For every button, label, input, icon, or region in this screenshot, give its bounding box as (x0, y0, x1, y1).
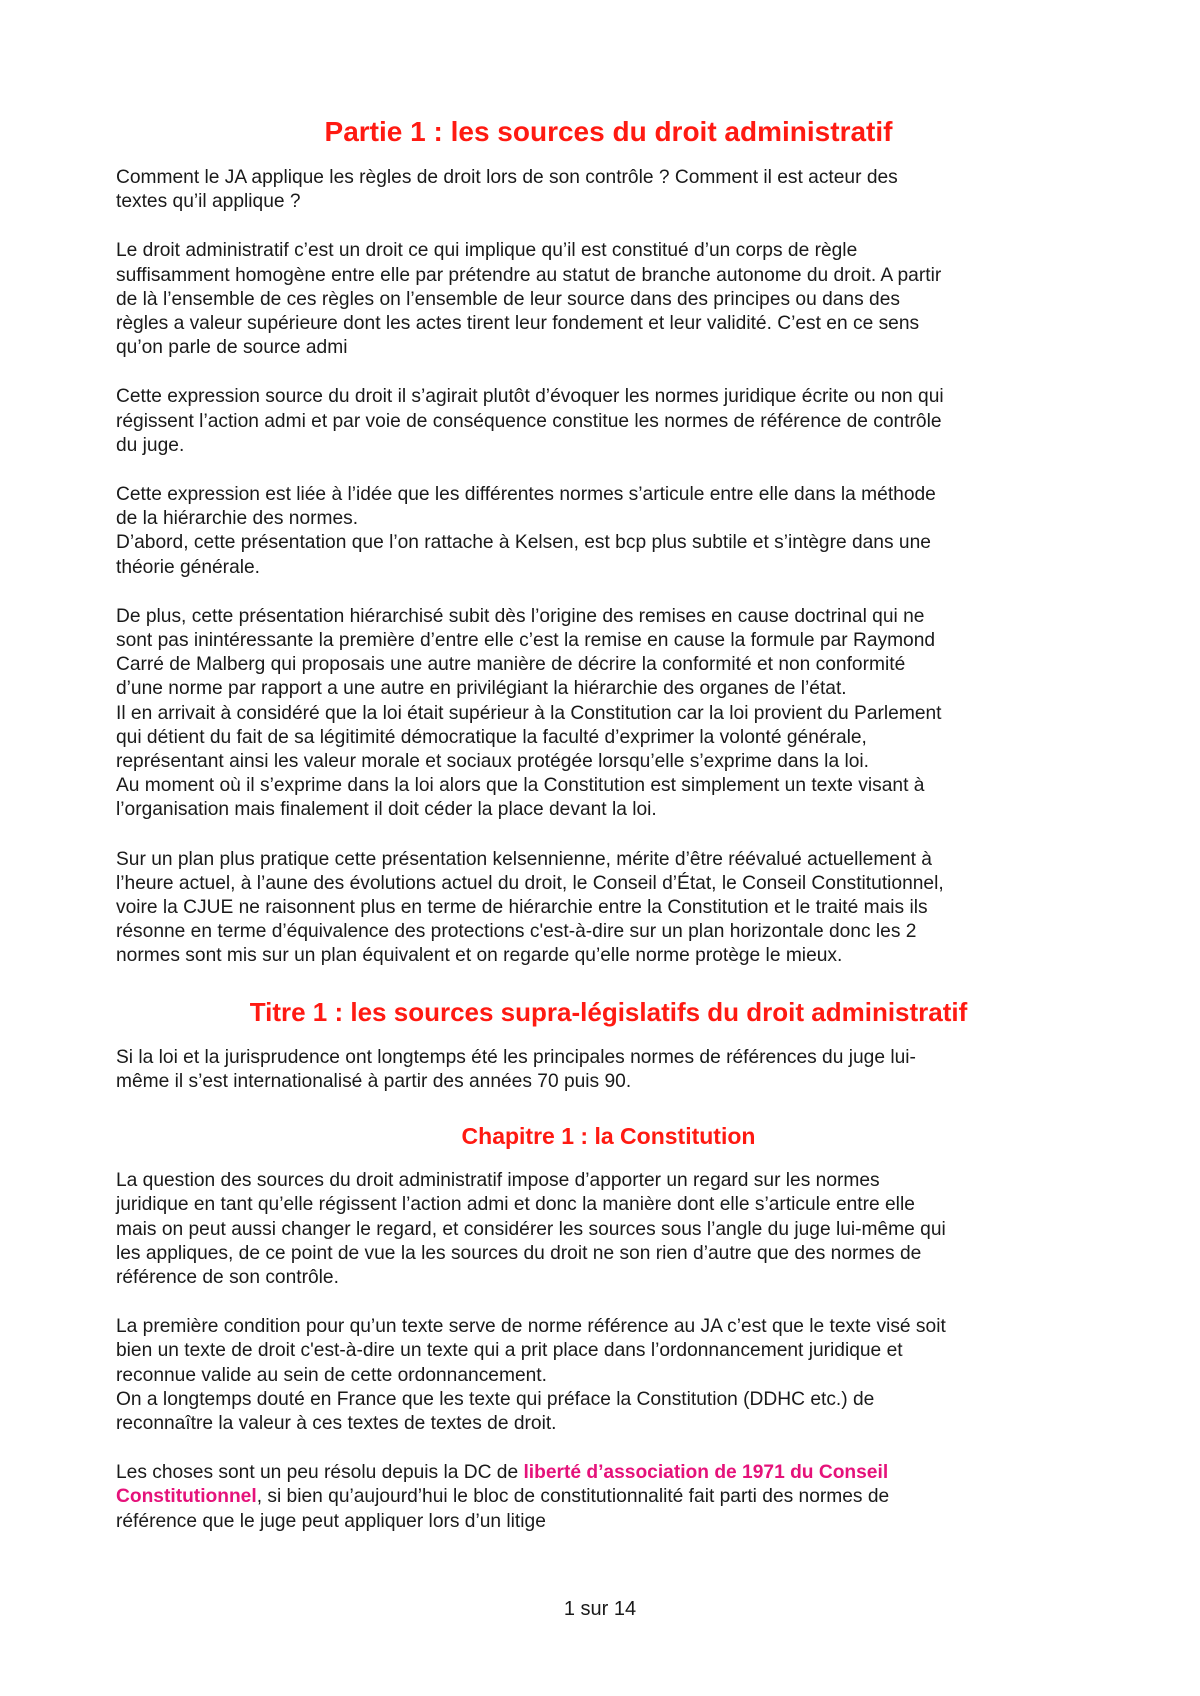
text-line: règles a valeur supérieure dont les actes tirent leur fondement et leur validité. C’est en ce sens (116, 313, 920, 335)
text-line: de la hiérarchie des normes. (116, 508, 359, 530)
paragraph-definition (116, 239, 1101, 360)
text-line: d’une norme par rapport a une autre en privilégiant la hiérarchie des organes de l’état. (116, 678, 847, 700)
text-line: du juge. (116, 434, 185, 456)
highlighted-reference: liberté d’association de 1971 du Conseil (523, 1462, 889, 1484)
text-line: qui détient du fait de sa légitimité démocratique la faculté d’exprimer la volonté générale, (116, 726, 867, 748)
text-line: référence que le juge peut appliquer lors d’un litige (116, 1510, 546, 1532)
text-line: normes sont mis sur un plan équivalent et on regarde qu’elle norme protège le mieux. (116, 945, 843, 967)
text-line: l’organisation mais finalement il doit céder la place devant la loi. (116, 799, 657, 821)
text-line: Au moment où il s’exprime dans la loi alors que la Constitution est simplement un texte visant à (116, 775, 925, 797)
text-line (116, 1461, 1101, 1485)
page-number: 1 sur 14 (563, 1598, 637, 1620)
text-line: représentant ainsi les valeur morale et sociaux protégée lorsqu’elle s’exprime dans la loi. (116, 751, 869, 773)
text-line: Il en arrivait à considéré que la loi était supérieur à la Constitution car la loi provient du Parlement (116, 702, 942, 724)
paragraph-intro-questions (116, 166, 1101, 214)
text-line: Comment le JA applique les règles de droit lors de son contrôle ? Comment il est acteur des (116, 167, 898, 188)
text-line: référence de son contrôle. (116, 1266, 339, 1288)
text-line: régissent l’action admi et par voie de conséquence constitue les normes de référence de contrôle (116, 410, 942, 432)
text-line: résonne en terme d’équivalence des protections c'est-à-dire sur un plan horizontale donc les 2 (116, 921, 917, 943)
paragraph-hierarchy (116, 483, 1101, 580)
text-line: Cette expression est liée à l’idée que les différentes normes s’articule entre elle dans la méthode (116, 484, 936, 506)
chapter-title-chapitre-1: Chapitre 1 : la Constitution (461, 1123, 756, 1150)
text-line: Si la loi et la jurisprudence ont longtemps été les principales normes de références du juge lui- (116, 1046, 916, 1068)
text-line: Le droit administratif c’est un droit ce qui implique qu’il est constitué d’un corps de règle (116, 240, 858, 262)
paragraph-sources-question (116, 1169, 1101, 1290)
text-line: De plus, cette présentation hiérarchisé subit dès l’origine des remises en cause doctrinal qui ne (116, 605, 925, 627)
text-fragment: Les choses sont un peu résolu depuis la DC de (116, 1462, 524, 1484)
text-line: même il s’est internationalisé à partir des années 70 puis 90. (116, 1070, 632, 1092)
text-line: Cette expression source du droit il s’agirait plutôt d’évoquer les normes juridique écrite ou non qui (116, 386, 944, 408)
text-line: bien un texte de droit c'est-à-dire un texte qui a prit place dans l’ordonnancement juridique et (116, 1340, 903, 1362)
text-line: textes qu’il applique ? (116, 191, 301, 213)
text-fragment: , si bien qu’aujourd’hui le bloc de constitutionnalité fait parti des normes de (256, 1486, 890, 1508)
text-line: qu’on parle de source admi (116, 337, 348, 359)
text-line: les appliques, de ce point de vue la les sources du droit ne son rien d’autre que des normes de (116, 1242, 922, 1264)
text-line: voire la CJUE ne raisonnent plus en terme de hiérarchie entre la Constitution et le traité mais ils (116, 897, 928, 919)
text-line: suffisamment homogène entre elle par prétendre au statut de branche autonome du droit. A partir (116, 264, 942, 286)
text-line: D’abord, cette présentation que l’on rattache à Kelsen, est bcp plus subtile et s’intègre dans une (116, 532, 931, 554)
text-line (116, 1485, 1101, 1509)
paragraph-first-condition (116, 1315, 1101, 1436)
text-line: La question des sources du droit administratif impose d’apporter un regard sur les normes (116, 1170, 880, 1192)
paragraph-source-expression (116, 385, 1101, 458)
text-line: Sur un plan plus pratique cette présentation kelsennienne, mérite d’être réévalué actuellement à (116, 848, 932, 870)
text-line: de là l’ensemble de ces règles on l’ensemble de leur source dans des principes ou dans des (116, 288, 900, 310)
text-line: l’heure actuel, à l’aune des évolutions actuel du droit, le Conseil d’État, le Conseil Constitutionnel, (116, 872, 944, 894)
text-line: On a longtemps douté en France que les texte qui préface la Constitution (DDHC etc.) de (116, 1388, 875, 1410)
text-line: mais on peut aussi changer le regard, et considérer les sources sous l’angle du juge lui-même qui (116, 1218, 946, 1240)
paragraph-malberg (116, 605, 1101, 823)
section-title-titre-1: Titre 1 : les sources supra-législatifs du droit administratif (249, 996, 968, 1027)
text-line: reconnaître la valeur à ces textes de textes de droit. (116, 1412, 557, 1434)
page-title: Partie 1 : les sources du droit administratif (324, 116, 893, 147)
paragraph-internationalisation (116, 1046, 1101, 1094)
text-line: reconnue valide au sein de cette ordonnancement. (116, 1364, 547, 1386)
text-line: Carré de Malberg qui proposais une autre manière de décrire la conformité et non conformité (116, 654, 906, 676)
paragraph-liberte-association (116, 1461, 1101, 1534)
paragraph-kelsen-reevaluation (116, 848, 1101, 969)
highlighted-reference: Constitutionnel (116, 1486, 257, 1508)
text-line: sont pas inintéressante la première d’entre elle c’est la remise en cause la formule par Raymond (116, 630, 936, 652)
text-line: juridique en tant qu’elle régissent l’action admi et donc la manière dont elle s’articule entre elle (116, 1194, 915, 1216)
text-line: théorie générale. (116, 556, 261, 578)
text-line: La première condition pour qu’un texte serve de norme référence au JA c’est que le texte visé soit (116, 1316, 946, 1338)
document-page (116, 112, 1101, 1559)
